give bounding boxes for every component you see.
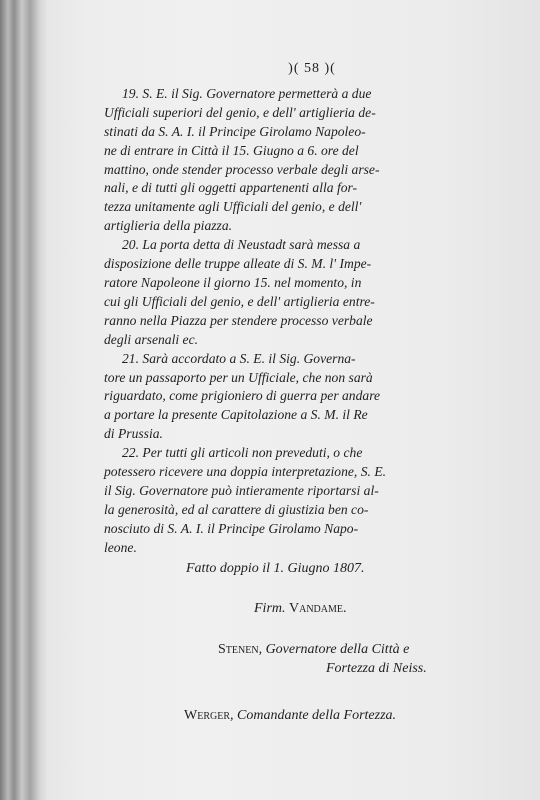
text-line: 21. Sarà accordato a S. E. il Sig. Governa- [122, 350, 356, 366]
book-spine-edge [0, 0, 46, 800]
text-line: artiglieria della piazza. [104, 218, 233, 234]
text-line: degli arsenali ec. [104, 331, 199, 347]
text-line: a portare la presente Capitolazione a S. M. il Re [104, 407, 368, 423]
signature-stenen-line2: Fortezza di Neiss. [326, 661, 427, 677]
text-line: il Sig. Governatore può intieramente riportarsi al- [104, 482, 379, 498]
text-line: mattino, onde stender processo verbale degli arse- [104, 161, 380, 177]
article-20 [104, 236, 514, 349]
text-line: 22. Per tutti gli articoli non preveduti, o che [122, 445, 363, 461]
signature-stenen [218, 641, 514, 660]
text-line: ranno nella Piazza per stendere processo verbale [104, 312, 373, 328]
firm-prefix: Firm. [254, 601, 286, 617]
text-line: 19. S. E. il Sig. Governatore permetterà a due [122, 85, 372, 101]
text-line: di Prussia. [104, 426, 163, 442]
signer-name: Werger [184, 708, 230, 724]
signer-name: Vandame. [289, 601, 347, 617]
text-line: nosciuto di S. A. I. il Principe Girolamo Napo- [104, 520, 359, 536]
signature-vandame [254, 600, 514, 619]
text-line: nali, e di tutti gli oggetti appartenenti alla for- [104, 180, 358, 196]
article-19 [104, 85, 514, 236]
text-line: cui gli Ufficiali del genio, e dell' artiglieria entre- [104, 293, 375, 309]
text-line: Ufficiali superiori del genio, e dell' artiglieria de- [104, 104, 376, 120]
text-line: tore un passaporto per un Ufficiale, che non sarà [104, 369, 373, 385]
text-line: ratore Napoleone il giorno 15. nel momento, in [104, 274, 362, 290]
signer-name: Stenen [218, 642, 259, 658]
text-line: disposizione delle truppe alleate di S. M. l' Impe- [104, 256, 372, 272]
text-line: potessero ricevere una doppia interpretazione, S. E. [104, 464, 387, 480]
signer-title: , Comandante della Fortezza. [230, 708, 397, 724]
text-line: 20. La porta detta di Neustadt sarà messa a [122, 237, 361, 253]
date-line: Fatto doppio il 1. Giugno 1807. [186, 560, 365, 576]
text-line: ne di entrare in Città il 15. Giugno a 6. ore del [104, 142, 359, 158]
signature-werger [184, 707, 514, 726]
text-line: stinati da S. A. I. il Principe Girolamo Napoleo- [104, 123, 366, 139]
page-text [104, 60, 514, 726]
text-line: tezza unitamente agli Ufficiali del genio, e dell' [104, 199, 362, 215]
article-22 [104, 444, 514, 557]
article-21 [104, 350, 514, 445]
page-number-header: )( 58 )( [288, 61, 336, 76]
text-line: riguardato, come prigioniero di guerra per andare [104, 388, 381, 404]
text-line: la generosità, ed al carattere di giustizia ben co- [104, 501, 369, 517]
text-line: leone. [104, 539, 137, 555]
signer-title: , Governatore della Città e [258, 642, 410, 658]
